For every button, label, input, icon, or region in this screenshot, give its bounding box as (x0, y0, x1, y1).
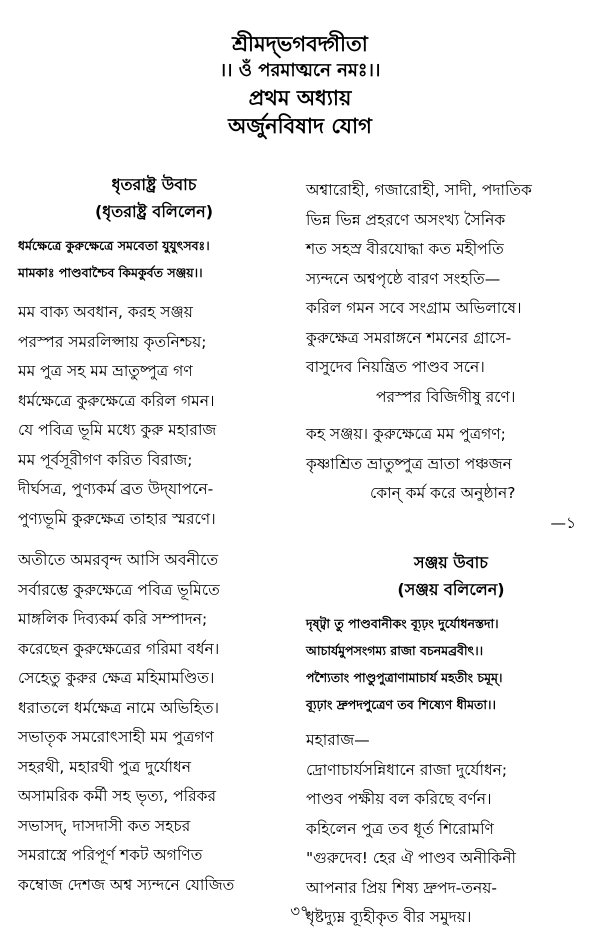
verse-line: ভিন্ন ভিন্ন প্রহরণে অসংখ্য সৈনিক (306, 210, 506, 229)
verse-line: অতীতে অমরবৃন্দ আসি অবনীতে (18, 551, 219, 569)
verse-line: পুণ্যভূমি কুরুক্ষেত্র তাহার স্মরণে। (18, 509, 216, 528)
verse-line: করেছেন কুরুক্ষেত্রের গরিমা বর্ধন। (18, 639, 220, 658)
page-header (0, 30, 600, 140)
verse-number: —১ (550, 513, 576, 532)
sloka-line: আচার্যমুপসংগম্য রাজা বচনমব্রবীৎ।। (306, 643, 484, 658)
sloka-line: পশ্যৈতাং পাণ্ডুপুত্রাণামাচার্য মহতীং চমূম্‌। (306, 670, 503, 685)
verse-line: স্যন্দনে অশ্বপৃষ্ঠে বারণ সংহতি— (306, 269, 501, 288)
verse-line: অসামরিক কর্মী সহ ভৃত্য, পরিকর (18, 787, 216, 805)
invocation: ।। ওঁ পরমাত্মনে নমঃ।। (219, 60, 381, 81)
chapter-heading: প্রথম অধ্যায় (248, 86, 352, 110)
verse-line: মম পূর্বসূরীগণ করিত বিরাজ; (18, 450, 193, 469)
verse-line: অশ্বারোহী, গজারোহী, সাদী, পদাতিক (306, 181, 532, 199)
sloka-line: ব্যূঢ়াং দ্রুপদপুত্রেণ তব শিষ্যেণ ধীমতা।। (306, 697, 496, 712)
verse-line: সেহেতু কুরুর ক্ষেত্র মহিমামণ্ডিত। (18, 669, 215, 687)
yoga-heading: অর্জুনবিষাদ যোগ (228, 114, 372, 138)
speaker-sanjaya-bengali: (সঞ্জয় বলিলেন) (397, 580, 505, 599)
verse-line: দ্রোণাচার্যসন্নিধানে রাজা দুর্যোধন; (306, 760, 508, 779)
verse-line: ধর্মক্ষেত্রে কুরুক্ষেত্রে করিল গমন। (18, 391, 215, 410)
verse-line: ধরাতলে ধর্মক্ষেত্র নামে অভিহিত। (18, 698, 220, 717)
verse-line: কহ সঞ্জয়। কুরুক্ষেত্রে মম পুত্রগণ; (306, 425, 506, 443)
verse-line: পাণ্ডব পক্ষীয় বল করিছে বর্ণন। (306, 790, 492, 808)
sloka-line: মামকাঃ পাণ্ডবাশ্চৈব কিমকুর্বত সঞ্জয়।। (18, 265, 203, 280)
verse-line: বাসুদেব নিয়ন্ত্রিত পাণ্ডব সনে। (306, 358, 485, 376)
verse-line: ধৃষ্টদ্যুম্ন ব্যূহীকৃত বীর সমুদয়। (306, 908, 472, 926)
verse-line: কহিলেন পুত্র তব ধূর্ত শিরোমণি (306, 819, 494, 838)
sloka-line: ধর্মক্ষেত্রে কুরুক্ষেত্রে সমবেতা যুযুৎসবঃ। (18, 238, 210, 253)
speaker-sanjaya: সঞ্জয় উবাচ (414, 553, 488, 572)
verse-line: আপনার প্রিয় শিষ্য দ্রুপদ-তনয়- (306, 878, 497, 897)
verse-line: শত সহস্র বীরযোদ্ধা কত মহীপতি (306, 240, 504, 258)
verse-line: মাঙ্গলিক দিব্যকর্ম করি সম্পাদন; (18, 610, 208, 628)
verse-line: কুরুক্ষেত্র সমরাঙ্গনে শমনের গ্রাসে- (306, 328, 512, 347)
verse-line: সর্বারম্ভে কুরুক্ষেত্রে পবিত্র ভূমিতে (18, 580, 220, 599)
verse-line: কৃষ্ণাশ্রিত ভ্রাতুষ্পুত্র ভ্রাতা পঞ্চজন (306, 454, 512, 473)
verse-line: যে পবিত্র ভূমি মধ্যে কুরু মহারাজ (18, 421, 217, 439)
right-column (306, 176, 596, 933)
verse-line: সভাতৃক সমরোৎসাহী মম পুত্রগণ (18, 728, 214, 746)
verse-line: কোন্‌ কর্ম করে অনুষ্ঠান? (370, 484, 516, 502)
verse-line: সমরাস্ত্রে পরিপূর্ণ শকট অগণিত (18, 846, 203, 864)
address-line: মহারাজ— (306, 731, 370, 749)
verse-line: পরস্পর বিজিগীষু রণে। (376, 387, 516, 406)
verse-line: করিল গমন সবে সংগ্রাম অভিলাষে। (306, 299, 522, 317)
book-title: শ্রীমদ্‌ভগবদ্গীতা (232, 32, 368, 56)
page-number: ৩৭ (290, 902, 310, 920)
verse-line: "গুরুদেব! হের ঐ পাণ্ডব অনীকিনী (306, 849, 516, 867)
speaker-dhritarashtra-bengali: (ধৃতরাষ্ট্র বলিলেন) (94, 202, 214, 221)
speaker-dhritarashtra: ধৃতরাষ্ট্র উবাচ (111, 175, 197, 194)
verse-line: মম বাক্য অবধান, করহ সঞ্জয় (18, 303, 193, 321)
left-column (18, 172, 290, 900)
sloka-line: দৃষ্ট্বা তু পাণ্ডবানীকং ব্যূঢ়ং দুর্যোধনস্তদা। (306, 616, 499, 631)
verse-line: পরস্পর সমরলিপ্সায় কৃতনিশ্চয়; (18, 332, 207, 351)
verse-line: দীর্ঘসত্র, পুণ্যকর্ম ব্রত উদ্‌যাপনে- (18, 480, 214, 498)
verse-line: সভাসদ্‌, দাসদাসী কত সহচর (18, 816, 191, 835)
verse-line: মম পুত্র সহ মম ভ্রাতুষ্পুত্র গণ (18, 362, 193, 380)
verse-line: কম্বোজ দেশজ অশ্ব স্যন্দনে যোজিত (18, 875, 235, 894)
verse-line: সহরথী, মহারথী পুত্র দুর্যোধন (18, 757, 191, 776)
